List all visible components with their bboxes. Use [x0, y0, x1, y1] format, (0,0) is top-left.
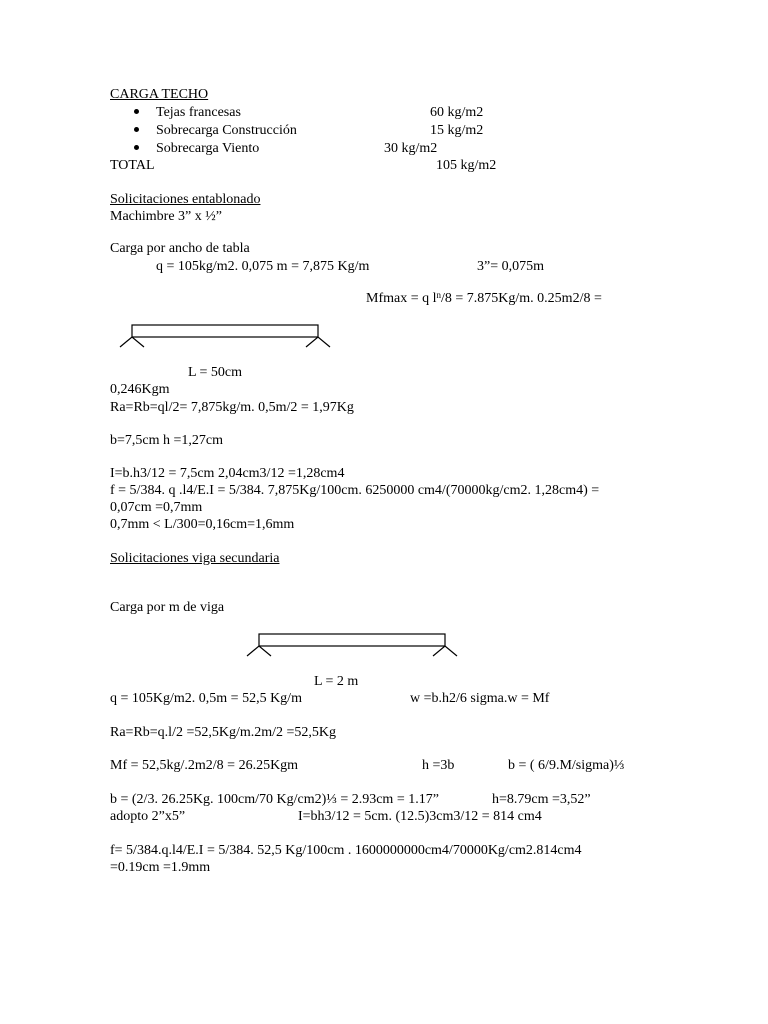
inertia-line: I=bh3/12 = 5cm. (12.5)3cm3/12 = 814 cm4	[298, 809, 542, 824]
b-result: b = (2/3. 26.25Kg. 100cm/70 Kg/cm2)⅓ = 2.93cm = 1.17”	[110, 792, 439, 807]
q-equation: q = 105kg/m2. 0,075 m = 7,875 Kg/m	[156, 259, 370, 274]
bullet-icon	[134, 109, 139, 114]
h-result: h=8.79cm =3,52”	[492, 792, 591, 807]
q-equation: q = 105Kg/m2. 0,5m = 52,5 Kg/m	[110, 691, 302, 706]
section-dims: b=7,5cm h =1,27cm	[110, 433, 223, 448]
adopted-section: adopto 2”x5”	[110, 809, 186, 824]
deflection-line: f= 5/384.q.l4/E.I = 5/384. 52,5 Kg/100cm . 1600000000cm4/70000Kg/cm2.814cm4	[110, 843, 582, 858]
load-item-label: Sobrecarga Construcción	[156, 123, 297, 138]
load-item-label: Tejas francesas	[156, 105, 241, 120]
span-label: L = 50cm	[188, 365, 243, 380]
load-item-value: 15 kg/m2	[430, 123, 484, 138]
simply-supported-beam-diagram	[118, 322, 334, 352]
left-support-icon	[120, 337, 144, 347]
right-support-icon	[306, 337, 330, 347]
machimbre-line: Machimbre 3” x ½”	[110, 209, 222, 224]
h-relation: h =3b	[422, 758, 455, 773]
unit-conversion: 3”= 0,075m	[477, 259, 544, 274]
beam-member	[132, 325, 318, 337]
deflection-result: =0.19cm =1.9mm	[110, 860, 211, 875]
reactions-line: Ra=Rb=q.l/2 =52,5Kg/m.2m/2 =52,5Kg	[110, 725, 337, 740]
bullet-icon	[134, 145, 139, 150]
mfmax-equation: Mfmax = q $l^n/8 = 7.875Kg/m$. 0.25m2/8 =	[366, 290, 602, 306]
carga-ancho-line: Carga por ancho de tabla	[110, 241, 250, 256]
load-item-label: Sobrecarga Viento	[156, 141, 260, 156]
section-heading-carga-techo: CARGA TECHO	[110, 87, 209, 102]
carga-m-line: Carga por m de viga	[110, 600, 225, 615]
section-heading-viga: Solicitaciones viga secundaria	[110, 551, 280, 566]
load-item-value: 30 kg/m2	[384, 141, 438, 156]
inertia-line: I=b.h3/12 = 7,5cm 2,04cm3/12 =1,28cm4	[110, 466, 345, 481]
beam-member	[259, 634, 445, 646]
bullet-icon	[134, 127, 139, 132]
mfmax-result: 0,246Kgm	[110, 382, 170, 397]
w-equation: w =b.h2/6 sigma.w = Mf	[410, 691, 550, 706]
deflection-result: 0,07cm =0,7mm	[110, 500, 203, 515]
left-support-icon	[247, 646, 271, 656]
simply-supported-beam-diagram	[245, 631, 461, 661]
section-heading-entablonado: Solicitaciones entablonado	[110, 192, 261, 207]
total-label: TOTAL	[110, 158, 155, 173]
mf-line: Mf = 52,5kg/.2m2/8 = 26.25Kgm	[110, 758, 299, 773]
deflection-line: f = 5/384. q .l4/E.I = 5/384. 7,875Kg/100cm. 6250000 cm4/(70000kg/cm2. 1,28cm4) =	[110, 483, 600, 498]
total-value: 105 kg/m2	[436, 158, 497, 173]
span-label: L = 2 m	[314, 674, 359, 689]
reactions-line: Ra=Rb=ql/2= 7,875kg/m. 0,5m/2 = 1,97Kg	[110, 400, 354, 415]
load-item-value: 60 kg/m2	[430, 105, 484, 120]
b-formula: b = ( 6/9.M/sigma)⅓	[508, 758, 625, 773]
right-support-icon	[433, 646, 457, 656]
deflection-check: 0,7mm < L/300=0,16cm=1,6mm	[110, 517, 295, 532]
